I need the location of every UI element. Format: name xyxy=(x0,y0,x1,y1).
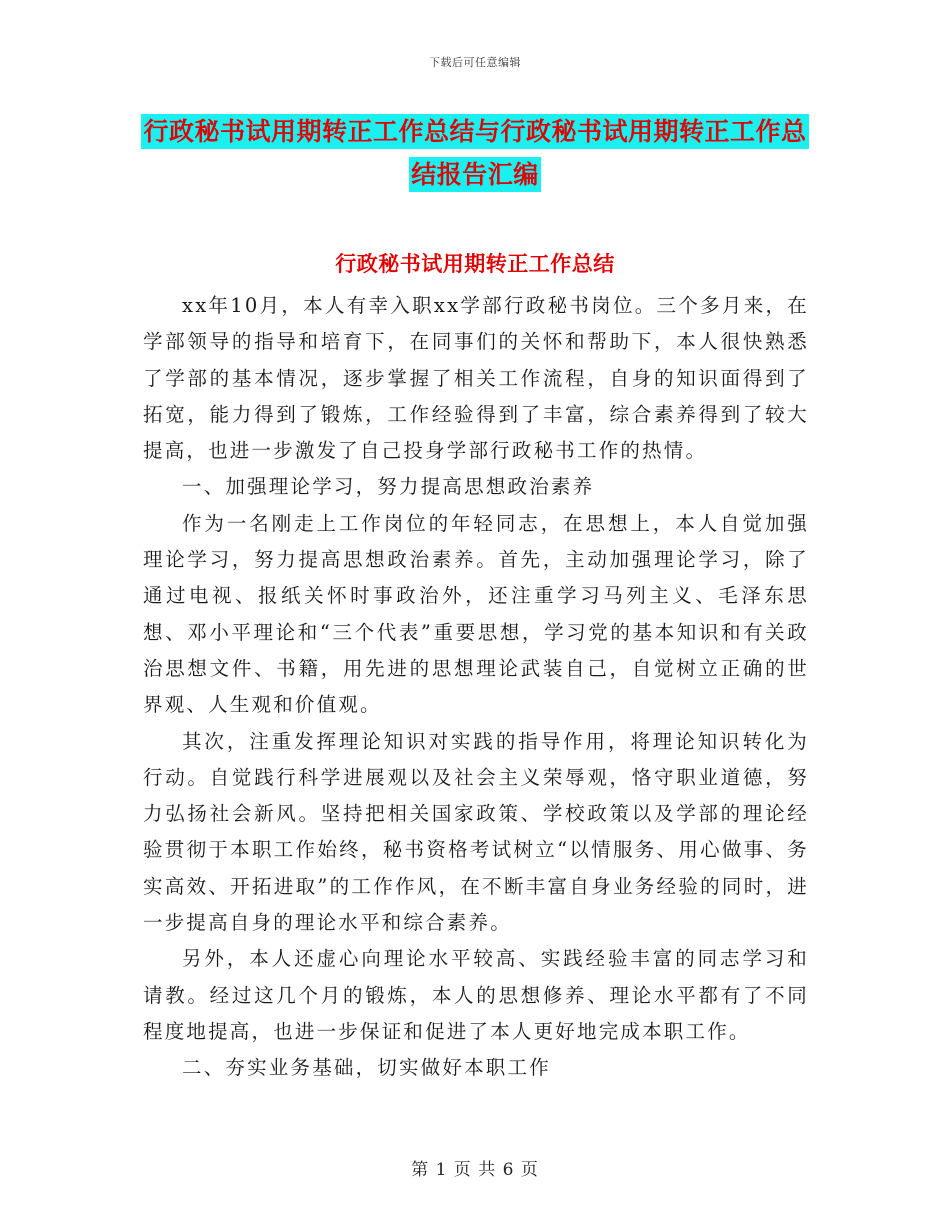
paragraph: 作为一名刚走上工作岗位的年轻同志，在思想上，本人自觉加强理论学习，努力提高思想政治素养。首先，主动加强理论学习，除了通过电视、报纸关怀时事政治外，还注重学习马列主义、毛泽东思想、邓小平理论和“三个代表”重要思想，学习党的基本知识和有关政治思想文件、书籍，用先进的思想理论武装自己，自觉树立正确的世界观、人生观和价值观。 xyxy=(143,511,809,717)
paragraph-intro: xx年10月，本人有幸入职xx学部行政秘书岗位。三个多月来，在学部领导的指导和培育下，在同事们的关怀和帮助下，本人很快熟悉了学部的基本情况，逐步掌握了相关工作流程，自身的知识面得到了拓宽，能力得到了锻炼，工作经验得到了丰富，综合素养得到了较大提高，也进一步激发了自己投身学部行政秘书工作的热情。 xyxy=(143,294,809,463)
page-number-footer: 第 1 页 共 6 页 xyxy=(411,1160,539,1180)
main-title-text: 行政秘书试用期转正工作总结与行政秘书试用期转正工作总结报告汇编 xyxy=(141,114,808,192)
section-heading-2: 二、夯实业务基础，切实做好本职工作 xyxy=(182,1056,551,1080)
paragraph: 其次，注重发挥理论知识对实践的指导作用，将理论知识转化为行动。自觉践行科学进展观以及社会主义荣辱观，恪守职业道德，努力弘扬社会新风。坚持把相关国家政策、学校政策以及学部的理论经验贯彻于本职工作始终，秘书资格考试树立“以情服务、用心做事、务实高效、开拓进取”的工作作风，在不断丰富自身业务经验的同时，进一步提高自身的理论水平和综合素养。 xyxy=(143,729,809,935)
paragraph: 另外，本人还虚心向理论水平较高、实践经验丰富的同志学习和请教。经过这几个月的锻炼，本人的思想修养、理论水平都有了不同程度地提高，也进一步保证和促进了本人更好地完成本职工作。 xyxy=(143,947,809,1043)
body-text xyxy=(143,288,809,1087)
header-note: 下载后可任意编辑 xyxy=(429,56,521,69)
main-title xyxy=(140,110,810,196)
section-heading-1: 一、加强理论学习，努力提高思想政治素养 xyxy=(182,475,595,499)
section-title: 行政秘书试用期转正工作总结 xyxy=(335,251,615,276)
